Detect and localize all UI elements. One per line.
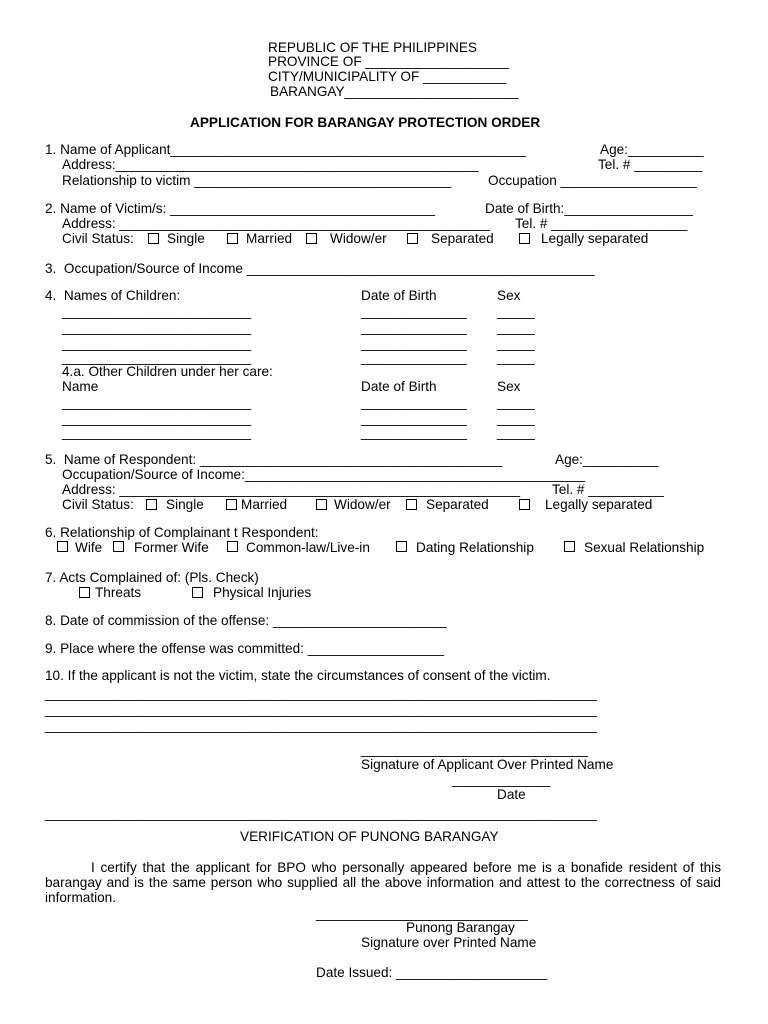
checkbox-icon <box>226 499 237 510</box>
other-child-dob-blank: ______________ <box>361 425 467 440</box>
respondent-tel-field: Tel. # __________ <box>552 482 664 497</box>
checkbox-icon <box>316 499 327 510</box>
applicant-date-label: Date <box>497 787 526 802</box>
applicant-date-line: _____________ <box>452 772 551 787</box>
punong-signature-line: ____________________________ <box>316 906 528 921</box>
other-child-name-blank: _________________________ <box>62 425 252 440</box>
other-child-sex-blank: _____ <box>497 395 535 410</box>
respondent-legally-separated-label: Legally separated <box>545 497 653 512</box>
other-child-sex-blank: _____ <box>497 411 535 426</box>
header-city: CITY/MUNICIPALITY OF ___________ <box>268 69 507 84</box>
victim-separated-label: Separated <box>431 231 494 246</box>
acts-complained-label: 7. Acts Complained of: (Pls. Check) <box>45 570 259 585</box>
victim-married-label: Married <box>246 231 293 246</box>
other-child-dob-blank: ______________ <box>361 411 467 426</box>
victim-name-field: 2. Name of Victim/s: ___________________________________ <box>45 201 435 216</box>
child-sex-blank: _____ <box>497 336 535 351</box>
checkbox-icon <box>113 541 124 552</box>
section-divider-line: _________________________________________________________________________ <box>45 806 597 821</box>
victim-civil-status-label: Civil Status: <box>62 231 134 246</box>
applicant-signature-label: Signature of Applicant Over Printed Name <box>361 757 614 772</box>
other-children-dob-header: Date of Birth <box>361 379 437 394</box>
victim-occupation-field: 3. Occupation/Source of Income ______________________________________________ <box>45 261 595 276</box>
respondent-address-field: Address: _____________________________________________________ <box>62 482 521 497</box>
wife-label: Wife <box>75 540 103 555</box>
consent-blank-line: _________________________________________________________________________ <box>45 686 597 701</box>
checkbox-icon <box>519 499 530 510</box>
respondent-age-field: Age:__________ <box>555 452 659 467</box>
checkbox-icon <box>306 233 317 244</box>
victim-address-field: Address: _________________________________________________ <box>62 216 490 231</box>
respondent-name-field: 5. Name of Respondent: ________________________________________ <box>45 452 503 467</box>
child-dob-blank: ______________ <box>361 350 467 365</box>
punong-barangay-label: Punong Barangay <box>406 920 515 935</box>
verification-title: VERIFICATION OF PUNONG BARANGAY <box>240 829 499 844</box>
common-law-label: Common-law/Live-in <box>246 540 370 555</box>
dating-label: Dating Relationship <box>416 540 534 555</box>
physical-injuries-checkbox[interactable] <box>191 585 204 601</box>
header-province: PROVINCE OF ___________________ <box>268 54 510 69</box>
victim-legally-separated-label: Legally separated <box>541 231 649 246</box>
child-dob-blank: ______________ <box>361 320 467 335</box>
verification-paragraph: I certify that the applicant for BPO who personally appeared before me is a bonafide resident of this barangay and is the same person who supplied all the above information and attest to the correctness of said information. <box>45 860 721 905</box>
checkbox-icon <box>564 541 575 552</box>
respondent-separated-checkbox[interactable] <box>405 497 418 513</box>
respondent-civil-status-label: Civil Status: <box>62 497 134 512</box>
punong-signature-label: Signature over Printed Name <box>361 935 537 950</box>
children-dob-header: Date of Birth <box>361 288 437 303</box>
form-title: APPLICATION FOR BARANGAY PROTECTION ORDER <box>190 115 541 130</box>
applicant-signature-line: ______________________________ <box>361 742 588 757</box>
other-children-name-header: Name <box>62 379 99 394</box>
checkbox-icon <box>396 541 407 552</box>
applicant-tel-field: Tel. # _________ <box>598 157 703 172</box>
other-children-sex-header: Sex <box>497 379 521 394</box>
other-child-dob-blank: ______________ <box>361 395 467 410</box>
threats-checkbox[interactable] <box>78 585 91 601</box>
applicant-address-field: Address:________________________________________________ <box>62 157 479 172</box>
victim-single-label: Single <box>167 231 205 246</box>
sexual-relationship-checkbox[interactable] <box>563 539 576 555</box>
physical-injuries-label: Physical Injuries <box>213 585 312 600</box>
applicant-age-field: Age:__________ <box>600 142 704 157</box>
victim-widow-label: Widow/er <box>330 231 387 246</box>
dating-checkbox[interactable] <box>395 539 408 555</box>
child-sex-blank: _____ <box>497 304 535 319</box>
applicant-name-field: 1. Name of Applicant_______________________________________________ <box>45 142 526 157</box>
victim-married-checkbox[interactable] <box>226 231 239 247</box>
victim-single-checkbox[interactable] <box>147 231 160 247</box>
consent-circumstances-label: 10. If the applicant is not the victim, state the circumstances of consent of the victim. <box>45 668 551 683</box>
respondent-occupation-field: Occupation/Source of Income:_____________________________________________ <box>62 467 586 482</box>
child-name-blank: _________________________ <box>62 350 252 365</box>
victim-tel-field: Tel. # __________________ <box>515 216 688 231</box>
child-dob-blank: ______________ <box>361 336 467 351</box>
respondent-separated-label: Separated <box>426 497 489 512</box>
applicant-occupation-field: Occupation __________________ <box>488 173 697 188</box>
respondent-widow-checkbox[interactable] <box>315 497 328 513</box>
other-child-name-blank: _________________________ <box>62 411 252 426</box>
victim-dob-field: Date of Birth:_________________ <box>485 201 693 216</box>
respondent-legally-separated-checkbox[interactable] <box>518 497 531 513</box>
sexual-relationship-label: Sexual Relationship <box>584 540 705 555</box>
child-dob-blank: ______________ <box>361 304 467 319</box>
child-sex-blank: _____ <box>497 350 535 365</box>
place-of-offense-field: 9. Place where the offense was committed: __________________ <box>45 641 444 656</box>
victim-legally-separated-checkbox[interactable] <box>518 231 531 247</box>
checkbox-icon <box>148 233 159 244</box>
other-child-name-blank: _________________________ <box>62 395 252 410</box>
victim-separated-checkbox[interactable] <box>406 231 419 247</box>
wife-checkbox[interactable] <box>56 539 69 555</box>
children-label: 4. Names of Children: <box>45 288 181 303</box>
checkbox-icon <box>192 587 203 598</box>
checkbox-icon <box>57 541 68 552</box>
respondent-widow-label: Widow/er <box>334 497 391 512</box>
child-name-blank: _________________________ <box>62 336 252 351</box>
child-name-blank: _________________________ <box>62 320 252 335</box>
respondent-married-label: Married <box>241 497 288 512</box>
threats-label: Threats <box>95 585 142 600</box>
other-child-sex-blank: _____ <box>497 425 535 440</box>
common-law-checkbox[interactable] <box>226 539 239 555</box>
former-wife-checkbox[interactable] <box>112 539 125 555</box>
child-name-blank: _________________________ <box>62 304 252 319</box>
respondent-married-checkbox[interactable] <box>225 497 238 513</box>
date-issued-field: Date Issued: ____________________ <box>316 965 548 980</box>
checkbox-icon <box>406 499 417 510</box>
checkbox-icon <box>79 587 90 598</box>
respondent-single-checkbox[interactable] <box>145 497 158 513</box>
consent-blank-line: _________________________________________________________________________ <box>45 702 597 717</box>
child-sex-blank: _____ <box>497 320 535 335</box>
date-of-offense-field: 8. Date of commission of the offense: _______________________ <box>45 613 447 628</box>
checkbox-icon <box>407 233 418 244</box>
checkbox-icon <box>227 233 238 244</box>
relationship-complainant-label: 6. Relationship of Complainant t Respondent: <box>45 525 319 540</box>
header-republic: REPUBLIC OF THE PHILIPPINES <box>268 40 477 55</box>
respondent-single-label: Single <box>166 497 204 512</box>
checkbox-icon <box>146 499 157 510</box>
checkbox-icon <box>227 541 238 552</box>
consent-blank-line: _________________________________________________________________________ <box>45 718 597 733</box>
checkbox-icon <box>519 233 530 244</box>
other-children-label: 4.a. Other Children under her care: <box>62 364 273 379</box>
former-wife-label: Former Wife <box>134 540 209 555</box>
header-barangay: BARANGAY_______________________ <box>270 84 519 99</box>
relationship-to-victim-field: Relationship to victim __________________________________ <box>62 173 452 188</box>
children-sex-header: Sex <box>497 288 521 303</box>
victim-widow-checkbox[interactable] <box>305 231 318 247</box>
